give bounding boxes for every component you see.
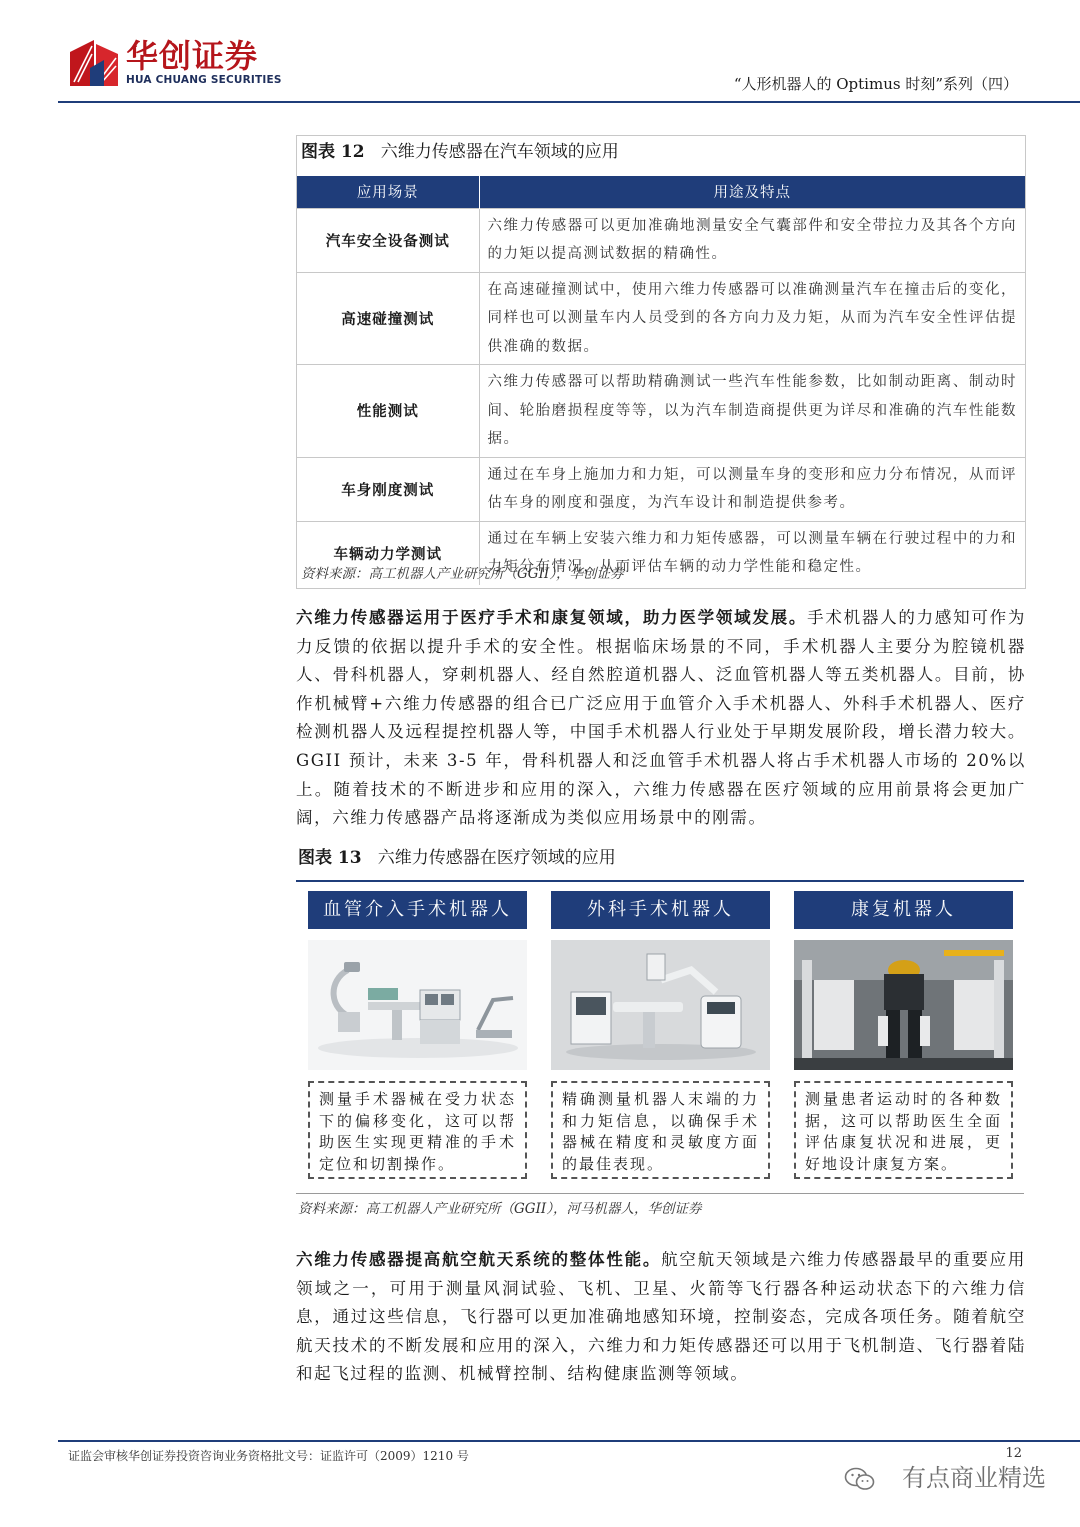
table-cell-desc: 在高速碰撞测试中，使用六维力传感器可以准确测量汽车在撞击后的变化，同样也可以测量车内人员受到的各方向力及力矩，从而为汽车安全性评估提供准确的数据。	[479, 272, 1025, 365]
figure-13-title	[298, 846, 616, 870]
rehab-robot-image	[794, 940, 1013, 1070]
figure-12-title	[301, 140, 619, 164]
figure-12	[296, 135, 1026, 589]
brand-name-en: HUA CHUANG SECURITIES	[126, 74, 282, 86]
logo-icon	[68, 38, 120, 88]
paragraph-aerospace	[296, 1246, 1026, 1389]
watermark: 有点商业精选	[902, 1464, 1046, 1492]
card-rehab-robot	[794, 891, 1013, 1173]
table-cell-scene: 高速碰撞测试	[297, 272, 479, 365]
header-divider	[58, 101, 1080, 103]
table-cell-desc: 六维力传感器可以更加准确地测量安全气囊部件和安全带拉力及其各个方向的力矩以提高测试数据的精确性。	[479, 208, 1025, 272]
surgical-robot-image	[551, 940, 770, 1070]
table-row	[297, 457, 1025, 521]
figure-13-source: 资料来源：高工机器人产业研究所（GGII），河马机器人，华创证券	[298, 1201, 702, 1217]
paragraph-medical	[296, 604, 1026, 833]
series-title: “人形机器人的 Optimus 时刻”系列（四）	[733, 75, 1018, 93]
column-header-desc: 用途及特点	[479, 176, 1025, 208]
figure-caption: 六维力传感器在汽车领域的应用	[380, 142, 619, 162]
table-cell-scene: 汽车安全设备测试	[297, 208, 479, 272]
card-note: 精确测量机器人末端的力和力矩信息，以确保手术器械在精度和灵敏度方面的最佳表现。	[551, 1081, 770, 1179]
table-cell-desc: 六维力传感器可以帮助精确测试一些汽车性能参数，比如制动距离、制动时间、轮胎磨损程度等等，以为汽车制造商提供更为详尽和准确的汽车性能数据。	[479, 365, 1025, 458]
figure-12-source: 资料来源：高工机器人产业研究所（GGII），华创证券	[301, 566, 624, 582]
figure-label: 图表 13	[298, 848, 362, 868]
table-cell-desc: 通过在车身上施加力和力矩，可以测量车身的变形和应力分布情况，从而评估车身的刚度和强度，为汽车设计和制造提供参考。	[479, 457, 1025, 521]
license-statement: 证监会审核华创证券投资咨询业务资格批文号：证监许可（2009）1210 号	[68, 1449, 469, 1463]
auto-application-table	[297, 176, 1025, 585]
table-cell-desc: 通过在车辆上安装六维力和力矩传感器，可以测量车辆在行驶过程中的力和力矩分布情况，从而评估车辆的动力学性能和稳定性。	[479, 521, 1025, 585]
card-vascular-robot	[308, 891, 527, 1173]
brand-name-cn: 华创证券	[126, 37, 259, 75]
table-cell-scene: 性能测试	[297, 365, 479, 458]
table-row	[297, 208, 1025, 272]
figure-label: 图表 12	[301, 142, 365, 162]
vascular-robot-image	[308, 940, 527, 1070]
card-title: 康复机器人	[794, 891, 1013, 929]
table-row	[297, 272, 1025, 365]
card-title: 外科手术机器人	[551, 891, 770, 929]
figure-13-bottom-rule	[296, 1193, 1024, 1194]
figure-caption: 六维力传感器在医疗领域的应用	[377, 848, 616, 868]
card-title: 血管介入手术机器人	[308, 891, 527, 929]
wechat-icon	[844, 1466, 876, 1492]
figure-13-top-rule	[296, 880, 1024, 882]
card-surgical-robot	[551, 891, 770, 1173]
paragraph-lead: 六维力传感器提高航空航天系统的整体性能。	[296, 1250, 662, 1269]
column-header-scene: 应用场景	[297, 176, 479, 208]
table-row	[297, 365, 1025, 458]
paragraph-body: 航空航天领域是六维力传感器最早的重要应用领域之一，可用于测量风洞试验、飞机、卫星、火箭等飞行器各种运动状态下的六维力信息，通过这些信息，飞行器可以更加准确地感知环境，控制姿态，完成各项任务。随着航空航天技术的不断发展和应用的深入，六维力和力矩传感器还可以用于飞机制造、飞行器着陆和起飞过程的监测、机械臂控制、结构健康监测等领域。	[296, 1250, 1027, 1384]
footer-divider	[58, 1440, 1080, 1442]
card-note: 测量手术器械在受力状态下的偏移变化，这可以帮助医生实现更精准的手术定位和切割操作。	[308, 1081, 527, 1179]
paragraph-body: 手术机器人的力感知可作为力反馈的依据以提升手术的安全性。根据临床场景的不同，手术机器人主要分为腔镜机器人、骨科机器人，穿刺机器人、经自然腔道机器人、泛血管机器人等五类机器人。目前，协作机械臂+六维力传感器的组合已广泛应用于血管介入手术机器人、外科手术机器人、医疗检测机器人及远程提控机器人等，中国手术机器人行业处于早期发展阶段，增长潜力较大。GGII 预计，未来 3-5 年，骨科机器人和泛血管手术机器人将占手术机器人市场的 20%以上。随着技术的不断进步和应用的深入，六维力传感器在医疗领域的应用前景将会更加广阔，六维力传感器产品将逐渐成为类似应用场景中的刚需。	[296, 608, 1026, 828]
paragraph-lead: 六维力传感器运用于医疗手术和康复领域，助力医学领域发展。	[296, 608, 808, 627]
table-cell-scene: 车身刚度测试	[297, 457, 479, 521]
table-cell-scene: 车辆动力学测试	[297, 521, 479, 585]
page-number: 12	[1005, 1446, 1022, 1461]
card-note: 测量患者运动时的各种数据，这可以帮助医生全面评估康复状况和进展，更好地设计康复方案。	[794, 1081, 1013, 1179]
